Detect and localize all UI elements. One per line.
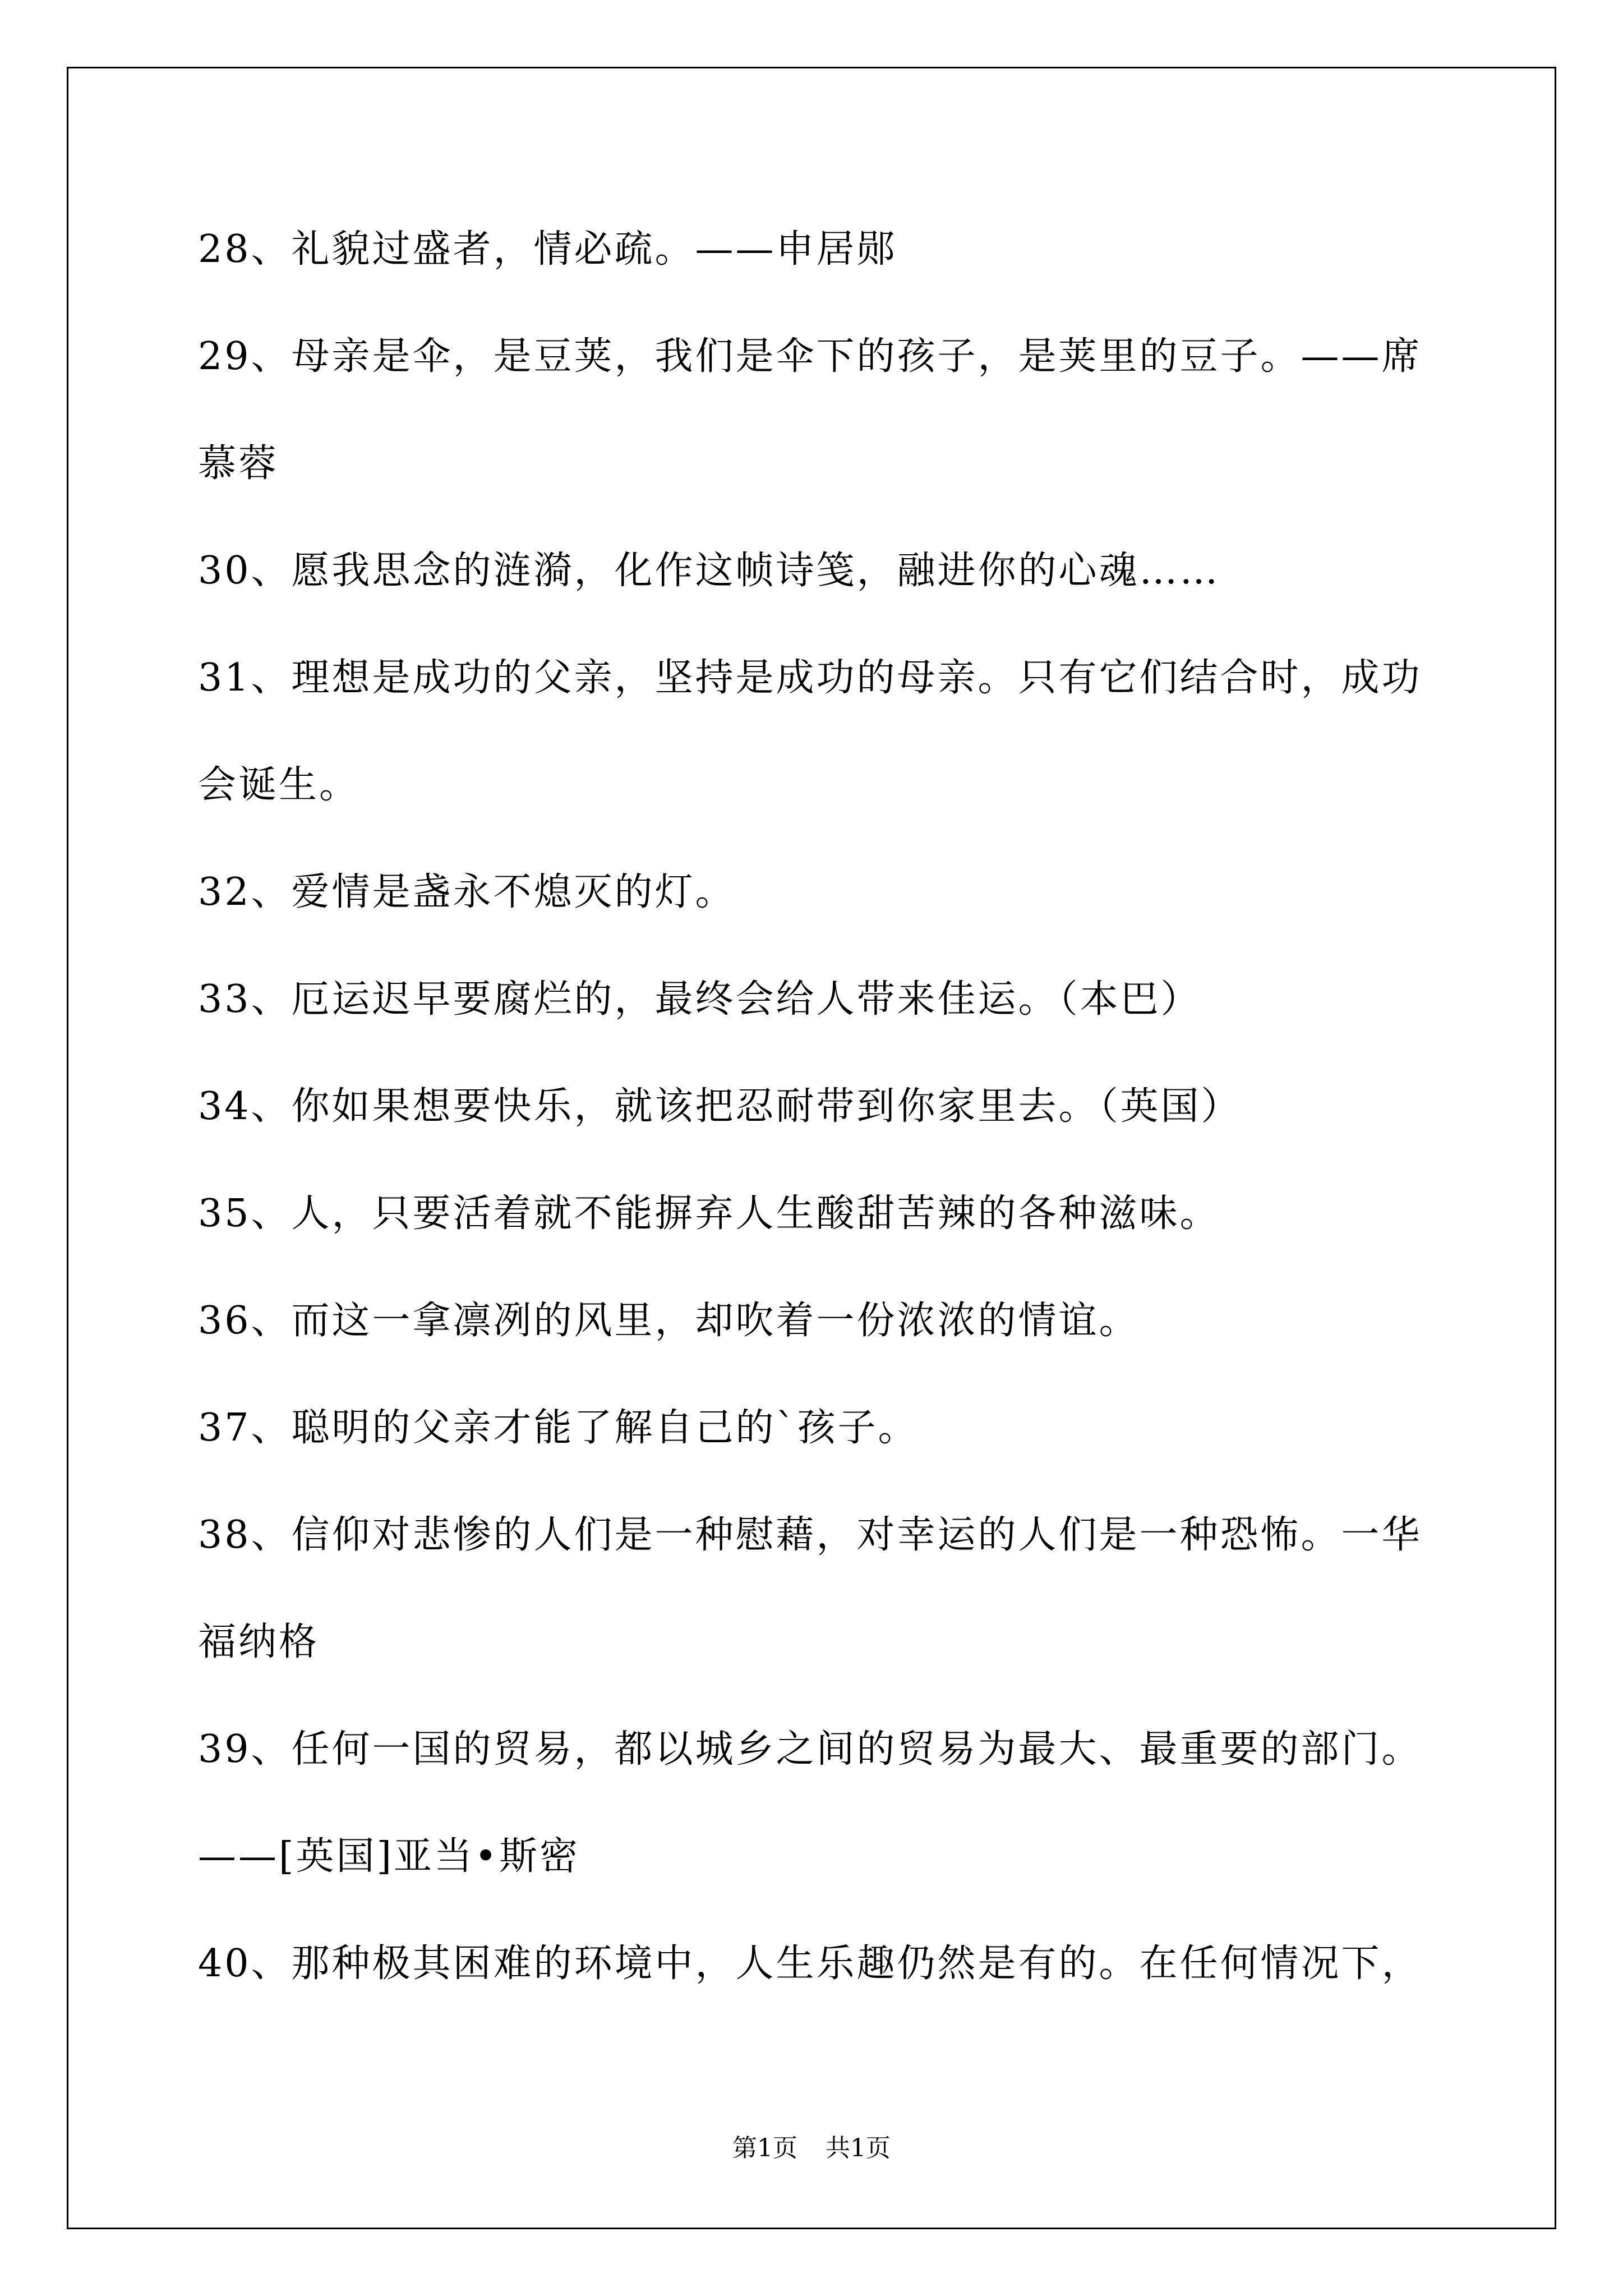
text-line: 慕蓉 (198, 441, 279, 486)
text-line: 32、爱情是盏永不熄灭的灯。 (198, 870, 736, 914)
text-line: 福纳格 (198, 1620, 320, 1664)
text-line: 36、而这一拿凛冽的风里，却吹着一份浓浓的情谊。 (198, 1299, 1140, 1343)
text-line: 31、理想是成功的父亲，坚持是成功的母亲。只有它们结合时，成功 (198, 656, 1422, 700)
text-line: 35、人，只要活着就不能摒弃人生酸甜苦辣的各种滋味。 (198, 1191, 1220, 1236)
text-line: ——[英国]亚当•斯密 (198, 1834, 580, 1879)
text-line: 29、母亲是伞，是豆荚，我们是伞下的孩子，是荚里的豆子。——席 (198, 334, 1422, 379)
document-body (198, 208, 1437, 2029)
text-line: 30、愿我思念的涟漪，化作这帧诗笺，融进你的心魂…… (198, 549, 1220, 593)
text-line: 38、信仰对悲惨的人们是一种慰藉，对幸运的人们是一种恐怖。一华 (198, 1513, 1422, 1557)
text-line: 40、那种极其困难的环境中，人生乐趣仍然是有的。在任何情况下， (198, 1941, 1422, 1986)
page-total: 共1页 (826, 2134, 891, 2162)
text-line: 28、礼貌过盛者，情必疏。——申居郧 (198, 227, 897, 272)
text-line: 会诞生。 (198, 763, 360, 807)
page-number: 第1页 (732, 2134, 797, 2162)
text-line: 39、任何一国的贸易，都以城乡之间的贸易为最大、最重要的部门。 (198, 1727, 1422, 1772)
page-footer (0, 2132, 1623, 2165)
text-line: 33、厄运迟早要腐烂的，最终会给人带来佳运。（本巴） (198, 977, 1201, 1022)
text-line: 37、聪明的父亲才能了解自己的`孩子。 (198, 1406, 919, 1450)
text-line: 34、你如果想要快乐，就该把忍耐带到你家里去。（英国） (198, 1084, 1242, 1129)
